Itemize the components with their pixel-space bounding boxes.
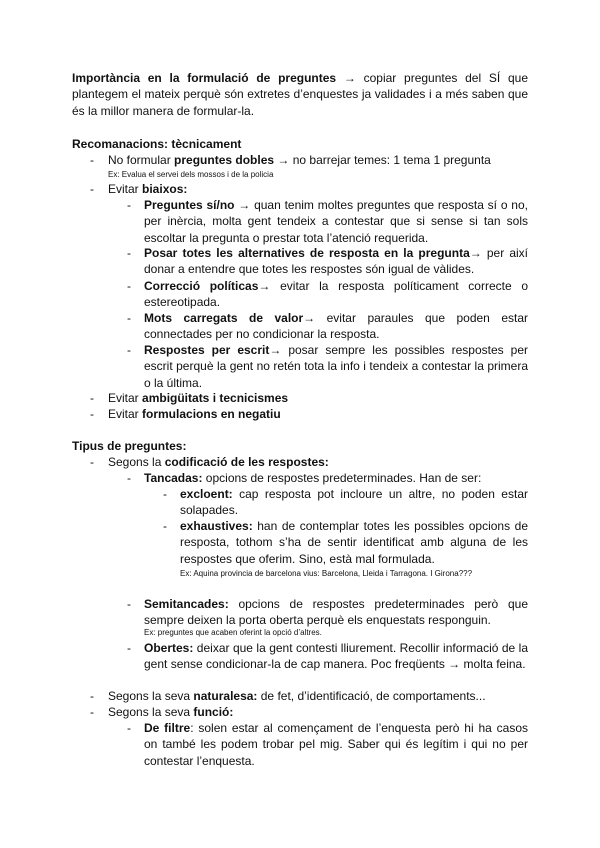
obertes-text: deixar que la gent contesti lliurement. Recollir informació de la gent sense condicionar-la de cap manera. Poc freqüents → molta feina.: [144, 641, 528, 672]
biaix-sino: [144, 197, 528, 246]
funcio-bold: funció:: [193, 705, 234, 719]
tipus-funcio: [108, 704, 233, 720]
tancades-excloent: [180, 486, 528, 519]
dash-icon: -: [127, 641, 131, 655]
dash-icon: -: [90, 455, 94, 469]
tipus-naturalesa: [108, 688, 528, 704]
ambiguitats-pre: Evitar: [108, 391, 143, 405]
dash-icon: -: [163, 487, 167, 501]
tipus-tancades: [144, 470, 528, 486]
recom-heading: Recomanacions: tècnicament: [72, 137, 242, 151]
tipus-codif: [108, 454, 329, 470]
biaixos-bold: biaixos:: [142, 182, 188, 196]
obertes-bold: Obertes:: [144, 641, 194, 655]
tipus-semitancades: [144, 596, 528, 629]
correccio-text: → evitar la resposta políticament correcte o estereotipada.: [144, 279, 528, 310]
excloent-bold: excloent:: [180, 487, 233, 501]
dash-icon: -: [90, 407, 94, 421]
ambiguitats-bold: ambigüitats i tecnicismes: [142, 391, 289, 405]
correccio-bold: Correcció políticas: [144, 279, 259, 293]
dash-icon: -: [90, 705, 94, 719]
tancades-text: opcions de respostes predeterminades. Han de ser:: [202, 471, 482, 485]
dash-icon: -: [127, 721, 131, 735]
recom-biaixos: [108, 181, 187, 197]
negatiu-pre: Evitar: [108, 407, 143, 421]
tancades-bold: Tancadas:: [144, 471, 203, 485]
dash-icon: -: [127, 311, 131, 325]
mots-bold: Mots carregats de valor: [144, 311, 304, 325]
tancades-exhaustives: [180, 518, 528, 567]
dash-icon: -: [127, 279, 131, 293]
dash-icon: -: [127, 198, 131, 212]
naturalesa-bold: naturalesa:: [193, 689, 258, 703]
dash-icon: -: [127, 597, 131, 611]
exhaustives-bold: exhaustives:: [180, 519, 253, 533]
alternatives-bold: Posar totes les alternatives de resposta en la pregunta: [144, 246, 470, 260]
intro-text: → copiar preguntes del SÍ que plantegem el mateix perquè són extretes d’enquestes ja validades i a més saben que és la millor manera de formular-la.: [72, 71, 528, 118]
dash-icon: -: [90, 391, 94, 405]
biaix-escrit: [144, 342, 528, 391]
biaix-alternatives: [144, 245, 528, 278]
naturalesa-pre: Segons la seva: [108, 689, 194, 703]
sino-bold: Preguntes sí/no: [144, 198, 235, 212]
dobles-post: → no barrejar temes: 1 tema 1 pregunta: [274, 153, 491, 167]
funcio-pre: Segons la seva: [108, 705, 194, 719]
escrit-bold: Respostes per escrit: [144, 343, 270, 357]
exhaustives-text: han de contemplar totes les possibles opcions de resposta, tothom s’ha de sentir identificat amb alguna de les respostes que oferim. Sino, està mal formulada.: [180, 519, 528, 566]
negatiu-bold: formulacions en negatiu: [142, 407, 281, 421]
dobles-pre: No formular: [108, 153, 175, 167]
codif-pre: Segons la: [108, 455, 165, 469]
semitancades-example: Ex: preguntes que acaben oferint la opció d’altres.: [144, 628, 322, 637]
codif-bold: codificació de les respostes:: [164, 455, 329, 469]
recom-ambiguitats: [108, 390, 288, 406]
filtre-bold: De filtre: [144, 721, 191, 735]
mots-text: → evitar paraules que poden estar connectades per no condicionar la resposta.: [144, 311, 528, 342]
dash-icon: -: [163, 519, 167, 533]
filtre-text: : solen estar al començament de l’enquesta però hi ha casos on també les podem trobar pel mig. Saber qui és legítim i qui no per contestar l’enquesta.: [144, 721, 529, 768]
dash-icon: -: [127, 246, 131, 260]
biaixos-pre: Evitar: [108, 182, 143, 196]
dash-icon: -: [127, 343, 131, 357]
biaix-correccio: [144, 278, 528, 311]
dash-icon: -: [127, 471, 131, 485]
excloent-text: cap resposta pot incloure un altre, no poden estar solapades.: [180, 487, 528, 518]
biaix-mots: [144, 310, 528, 343]
semitancades-bold: Semitancades:: [144, 597, 229, 611]
sino-text: → quan tenim moltes preguntes que resposta sí o no, per inèrcia, molta gent tendeix a contestar que si sense si tan sols escoltar la pregunta o prestar tota l’atenció requerida.: [144, 198, 528, 245]
dash-icon: -: [90, 153, 94, 167]
dobles-example: Ex: Evalua el servei dels mossos i de la policia: [108, 170, 274, 179]
recom-negatiu: [108, 406, 281, 422]
funcio-filtre: [144, 720, 528, 769]
tipus-heading: Tipus de preguntes:: [72, 439, 187, 453]
alternatives-text: → per així donar a entendre que totes les respostes són igual de vàlides.: [144, 246, 529, 277]
dash-icon: -: [90, 689, 94, 703]
dash-icon: -: [90, 182, 94, 196]
exhaustives-example: Ex: Aquina provincia de barcelona vius: Barcelona, Lleida i Tarragona. I Girona???: [180, 569, 473, 578]
naturalesa-post: de fet, d’identificació, de comportaments...: [257, 689, 486, 703]
escrit-text: → posar sempre les possibles respostes per escrit perquè la gent no retén tota la info i tendeix a contestar la primera o la última.: [144, 343, 528, 390]
tipus-obertes: [144, 640, 528, 673]
intro-title: Importància en la formulació de preguntes: [72, 71, 337, 85]
dobles-bold: preguntes dobles: [174, 153, 275, 167]
intro-paragraph: [72, 70, 528, 119]
semitancades-text: opcions de respostes predeterminades però que sempre deixen la porta oberta perquè els enquestats responguin.: [144, 597, 528, 628]
recom-dobles: [108, 152, 528, 168]
